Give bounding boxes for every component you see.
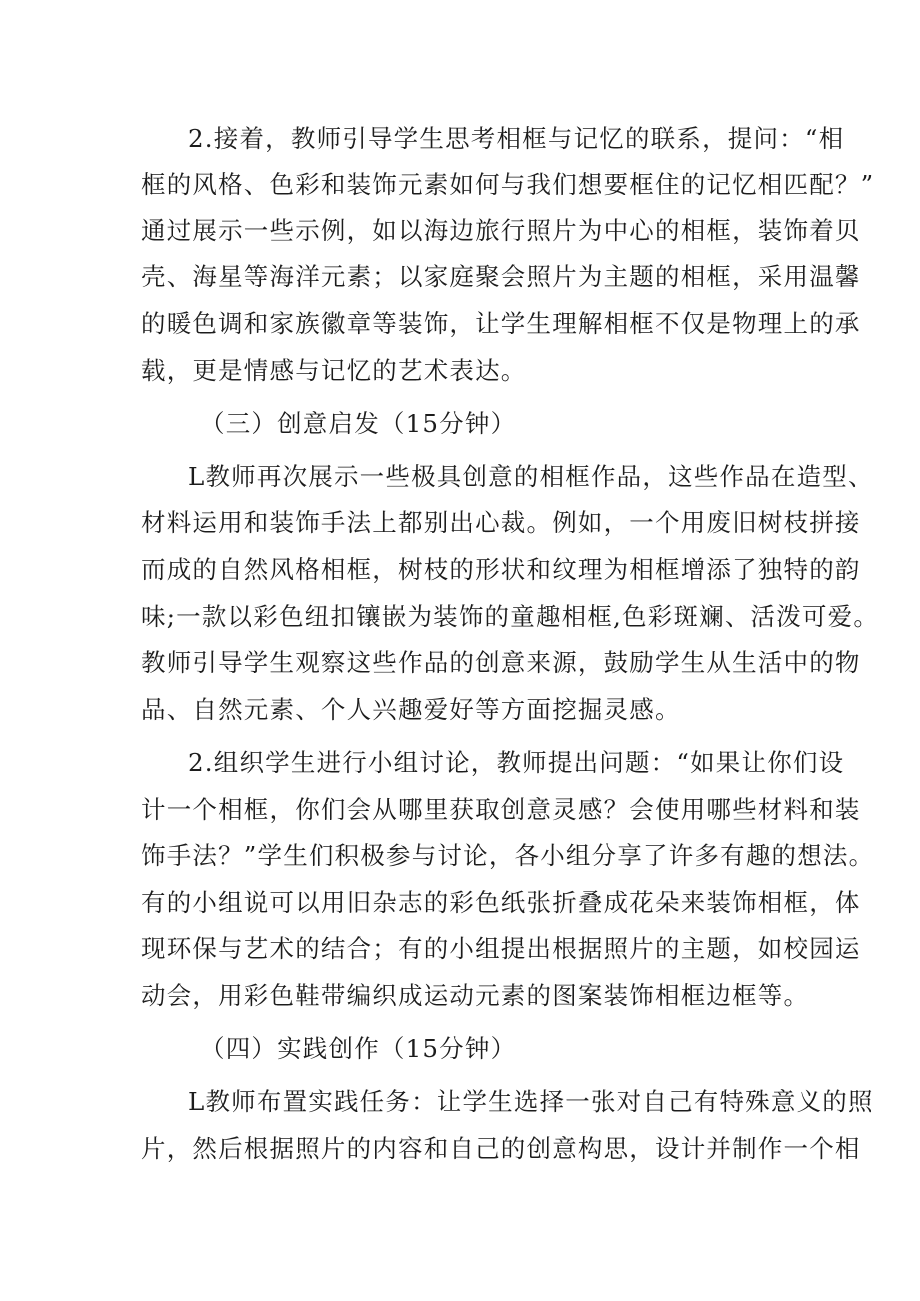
paragraph-3-line-5: 教师引导学生观察这些作品的创意来源，鼓励学生从生活中的物 — [141, 648, 861, 677]
paragraph-6-line-2: 片，然后根据照片的内容和自己的创意构思，设计并制作一个相 — [141, 1134, 861, 1163]
paragraph-4-line-5: 现环保与艺术的结合；有的小组提出根据照片的主题，如校园运 — [141, 934, 861, 963]
paragraph-4-line-6: 动会，用彩色鞋带编织成运动元素的图案装饰相框边框等。 — [141, 981, 810, 1010]
paragraph-4-line-4: 有的小组说可以用旧杂志的彩色纸张折叠成花朵来装饰相框，体 — [141, 888, 861, 917]
paragraph-1-line-3: 通过展示一些示例，如以海边旅行照片为中心的相框，装饰着贝 — [141, 216, 861, 245]
paragraph-3-line-1: L教师再次展示一些极具创意的相框作品，这些作品在造型、 — [188, 462, 874, 491]
paragraph-3-line-2: 材料运用和装饰手法上都别出心裁。例如，一个用废旧树枝拼接 — [141, 508, 861, 537]
paragraph-4-line-3: 饰手法？”学生们积极参与讨论，各小组分享了许多有趣的想法。 — [141, 841, 875, 870]
paragraph-6-line-1: L教师布置实践任务：让学生选择一张对自己有特殊意义的照 — [188, 1087, 874, 1116]
paragraph-1-line-6: 载，更是情感与记忆的艺术表达。 — [141, 356, 527, 385]
paragraph-3-line-6: 品、自然元素、个人兴趣爱好等方面挖掘灵感。 — [141, 695, 681, 724]
paragraph-4-line-1: 2.组织学生进行小组讨论，教师提出问题：“如果让你们设 — [188, 748, 845, 777]
paragraph-3-line-3: 而成的自然风格相框，树枝的形状和纹理为相框增添了独特的韵 — [141, 555, 861, 584]
paragraph-3-line-4: 味;一款以彩色纽扣镶嵌为装饰的童趣相框,色彩斑斓、活泼可爱。 — [141, 602, 880, 631]
paragraph-4-line-2: 计一个相框，你们会从哪里获取创意灵感？会使用哪些材料和装 — [141, 795, 861, 824]
paragraph-1-line-2: 框的风格、色彩和装饰元素如何与我们想要框住的记忆相匹配？” — [141, 170, 875, 199]
paragraph-1-line-4: 壳、海星等海洋元素；以家庭聚会照片为主题的相框，采用温馨 — [141, 262, 861, 291]
paragraph-1-line-5: 的暖色调和家族徽章等装饰，让学生理解相框不仅是物理上的承 — [141, 309, 861, 338]
section-heading-3: （三）创意启发（15分钟） — [200, 409, 517, 438]
section-heading-4: （四）实践创作（15分钟） — [200, 1034, 517, 1063]
paragraph-1-line-1: 2.接着，教师引导学生思考相框与记忆的联系，提问：“相 — [188, 124, 845, 153]
